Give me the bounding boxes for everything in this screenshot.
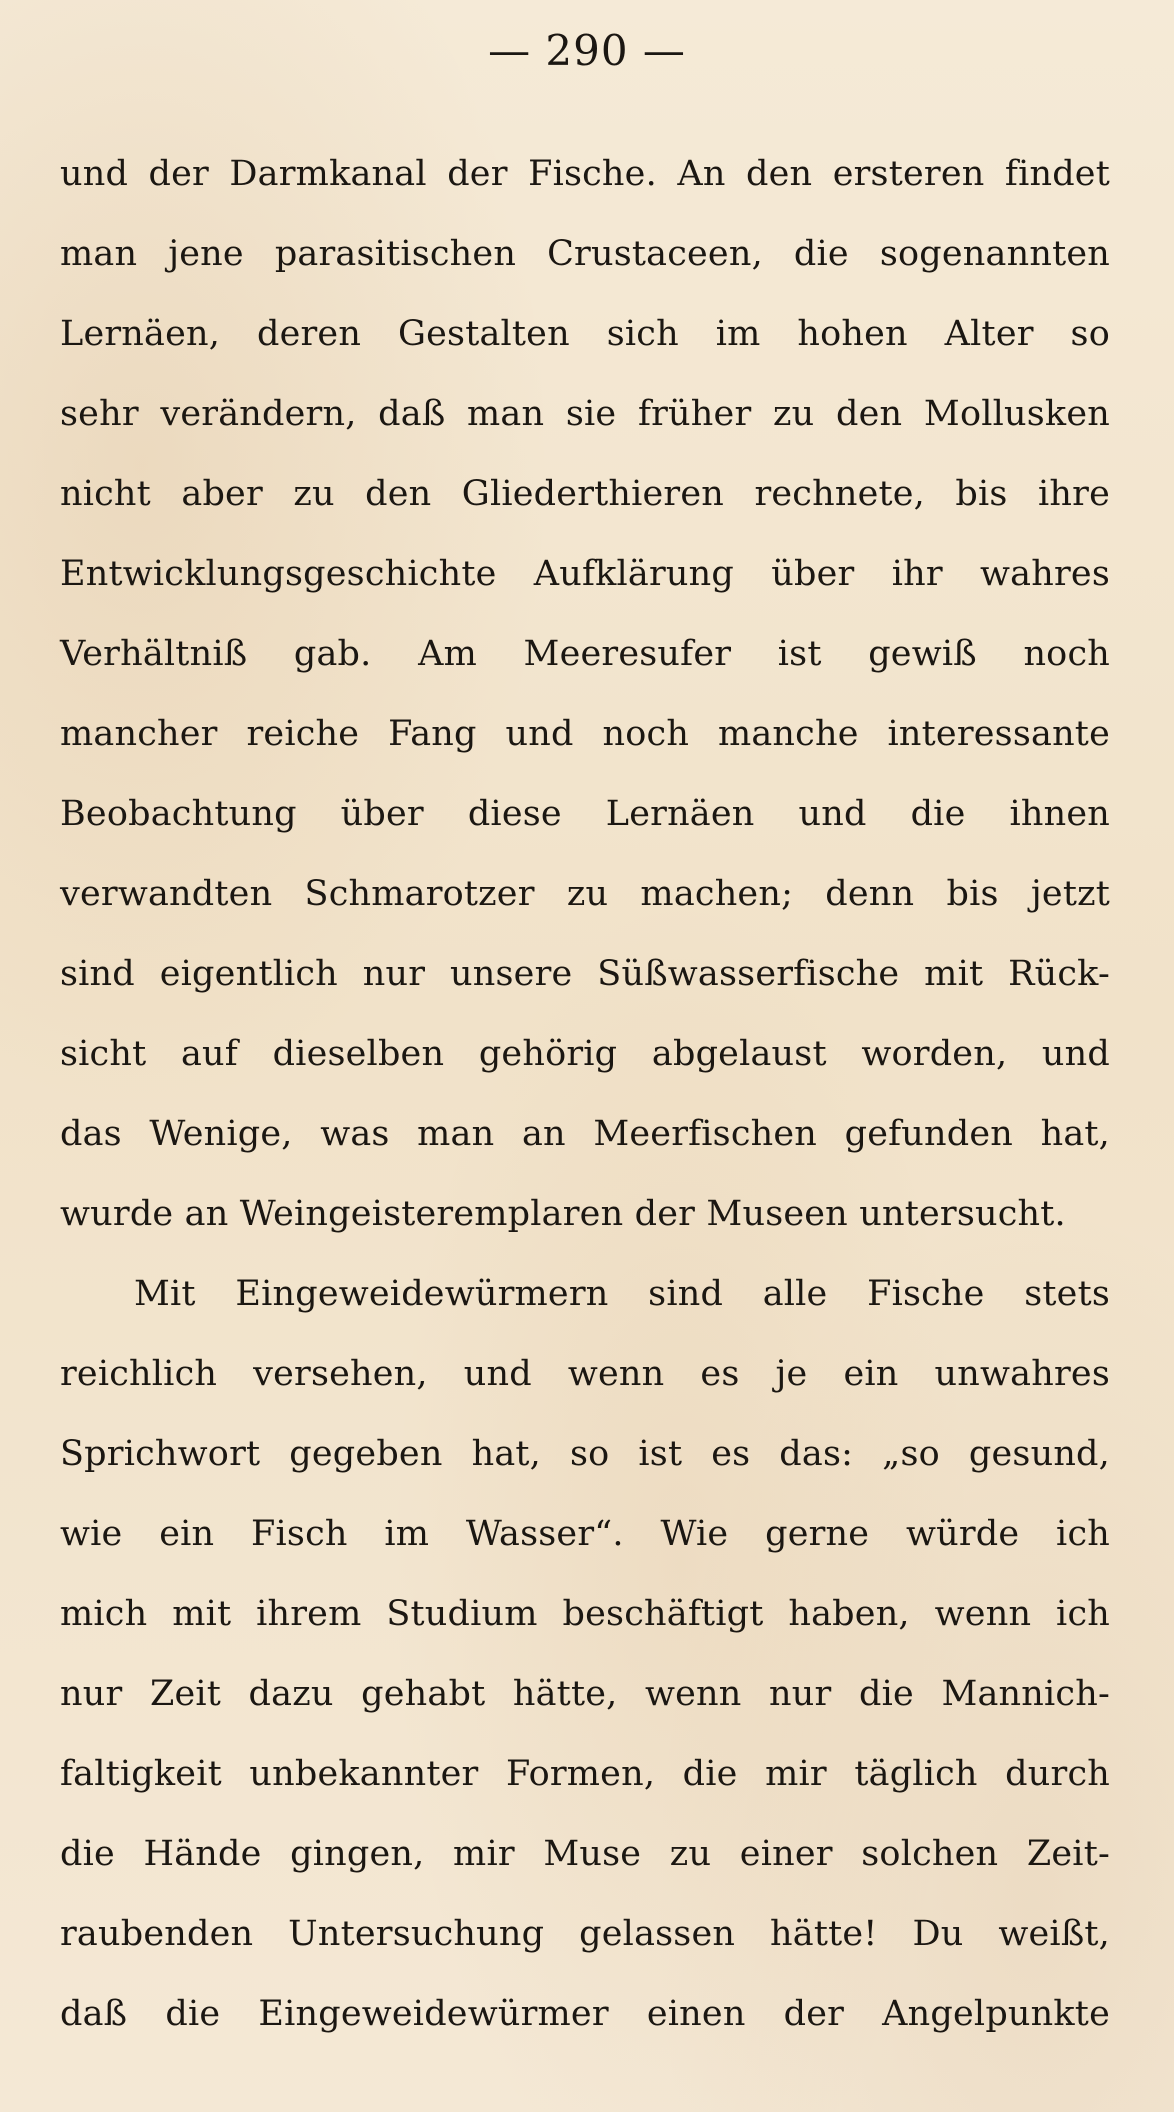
- text-line: das Wenige, was man an Meerfischen gefunden hat,: [60, 1114, 1110, 1154]
- text-line: Beobachtung über diese Lernäen und die ihnen: [60, 794, 1110, 834]
- text-line: Sprichwort gegeben hat, so ist es das: „so gesund,: [60, 1434, 1110, 1474]
- text-line: raubenden Untersuchung gelassen hätte! Du weißt,: [60, 1914, 1110, 1954]
- text-line: sehr verändern, daß man sie früher zu den Mollusken: [60, 394, 1110, 434]
- text-line: reichlich versehen, und wenn es je ein unwahres: [60, 1354, 1110, 1394]
- text-line: daß die Eingeweidewürmer einen der Angelpunkte: [60, 1994, 1110, 2034]
- text-line: Lernäen, deren Gestalten sich im hohen Alter so: [60, 314, 1110, 354]
- text-line: und der Darmkanal der Fische. An den ersteren findet: [60, 154, 1110, 194]
- text-line: Verhältniß gab. Am Meeresufer ist gewiß noch: [60, 634, 1110, 674]
- text-line: verwandten Schmarotzer zu machen; denn bis jetzt: [60, 874, 1110, 914]
- text-line: sicht auf dieselben gehörig abgelaust worden, und: [60, 1034, 1110, 1074]
- text-line: Entwicklungsgeschichte Aufklärung über ihr wahres: [60, 554, 1110, 594]
- text-line: man jene parasitischen Crustaceen, die sogenannten: [60, 234, 1110, 274]
- paragraph-end-line: wurde an Weingeisteremplaren der Museen untersucht.: [60, 1194, 1066, 1234]
- text-line: faltigkeit unbekannter Formen, die mir täglich durch: [60, 1754, 1110, 1794]
- body-text: [60, 134, 1110, 2054]
- text-line: mancher reiche Fang und noch manche interessante: [60, 714, 1110, 754]
- text-line: mich mit ihrem Studium beschäftigt haben, wenn ich: [60, 1594, 1110, 1634]
- paragraph-start-line: Mit Eingeweidewürmern sind alle Fische stets: [134, 1274, 1110, 1314]
- text-line: nur Zeit dazu gehabt hätte, wenn nur die Mannich-: [60, 1674, 1110, 1714]
- page-number: — 290 —: [488, 26, 686, 75]
- text-line: wie ein Fisch im Wasser“. Wie gerne würde ich: [60, 1514, 1110, 1554]
- text-line: sind eigentlich nur unsere Süßwasserfische mit Rück-: [60, 954, 1110, 994]
- text-line: nicht aber zu den Gliederthieren rechnete, bis ihre: [60, 474, 1110, 514]
- text-line: die Hände gingen, mir Muse zu einer solchen Zeit-: [60, 1834, 1110, 1874]
